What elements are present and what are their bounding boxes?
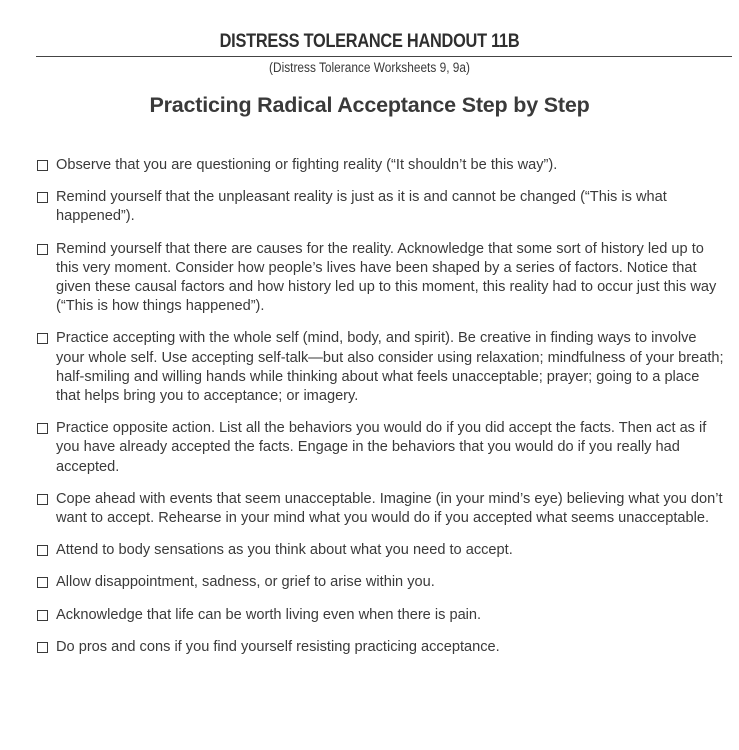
- checklist-item: [37, 541, 727, 560]
- checklist-item: [37, 156, 727, 175]
- worksheet-reference: (Distress Tolerance Worksheets 9, 9a): [269, 60, 470, 75]
- checklist-item: [37, 638, 727, 657]
- checkbox-icon[interactable]: [37, 423, 48, 434]
- checklist-item-text: Observe that you are questioning or fighting reality (“It shouldn’t be this way”).: [56, 157, 558, 173]
- checkbox-icon[interactable]: [37, 545, 48, 556]
- checklist-item-text: Practice accepting with the whole self (mind, body, and spirit). Be creative in finding ways to involve your whole self. Use accepting self-talk—but also consider using relaxation; mindfulness of your breath; half-smiling and willing hands while thinking about what feels unacceptable; prayer; going to a place that helps bring you to acceptance; or imagery.: [56, 330, 724, 405]
- title-divider: [36, 56, 732, 57]
- checklist-item: [37, 240, 727, 317]
- checkbox-icon[interactable]: [37, 577, 48, 588]
- checkbox-icon[interactable]: [37, 333, 48, 344]
- checklist-item-text: Remind yourself that there are causes for the reality. Acknowledge that some sort of history led up to this very moment. Consider how people’s lives have been shaped by a series of factors. Notice that given these causal factors and how history led up to this moment, this reality had to occur just this way (“This is how things happened”).: [56, 240, 717, 315]
- checklist-item-text: Allow disappointment, sadness, or grief to arise within you.: [56, 574, 435, 591]
- checkbox-icon[interactable]: [37, 494, 48, 505]
- checklist-item-text: Remind yourself that the unpleasant reality is just as it is and cannot be changed (“This is what happened”).: [56, 189, 667, 225]
- step-checklist: [37, 156, 727, 670]
- checklist-item-text: Attend to body sensations as you think about what you need to accept.: [56, 542, 513, 559]
- checkbox-icon[interactable]: [37, 192, 48, 203]
- checklist-item: [37, 329, 727, 406]
- checklist-item-text: Acknowledge that life can be worth living even when there is pain.: [56, 606, 482, 623]
- checklist-item: [37, 573, 727, 592]
- checklist-item-text: Practice opposite action. List all the behaviors you would do if you did accept the facts. Then act as if you have already accepted the facts. Engage in the behaviors that you would do if you really had accepted.: [56, 420, 707, 475]
- checklist-item-text: Cope ahead with events that seem unacceptable. Imagine (in your mind’s eye) believing what you don’t want to accept. Rehearse in your mind what you would do if you accepted what seems unacceptable.: [56, 490, 723, 527]
- checklist-item: [37, 606, 727, 625]
- checklist-item-text: Do pros and cons if you find yourself resisting practicing acceptance.: [56, 638, 500, 655]
- handout-title: DISTRESS TOLERANCE HANDOUT 11B: [219, 31, 520, 52]
- page-title: Practicing Radical Acceptance Step by Step: [149, 93, 590, 117]
- checkbox-icon[interactable]: [37, 160, 48, 171]
- checkbox-icon[interactable]: [37, 610, 48, 621]
- checkbox-icon[interactable]: [37, 642, 48, 653]
- checklist-item: [37, 188, 727, 226]
- checkbox-icon[interactable]: [37, 244, 48, 255]
- checklist-item: [37, 490, 727, 528]
- checklist-item: [37, 419, 727, 477]
